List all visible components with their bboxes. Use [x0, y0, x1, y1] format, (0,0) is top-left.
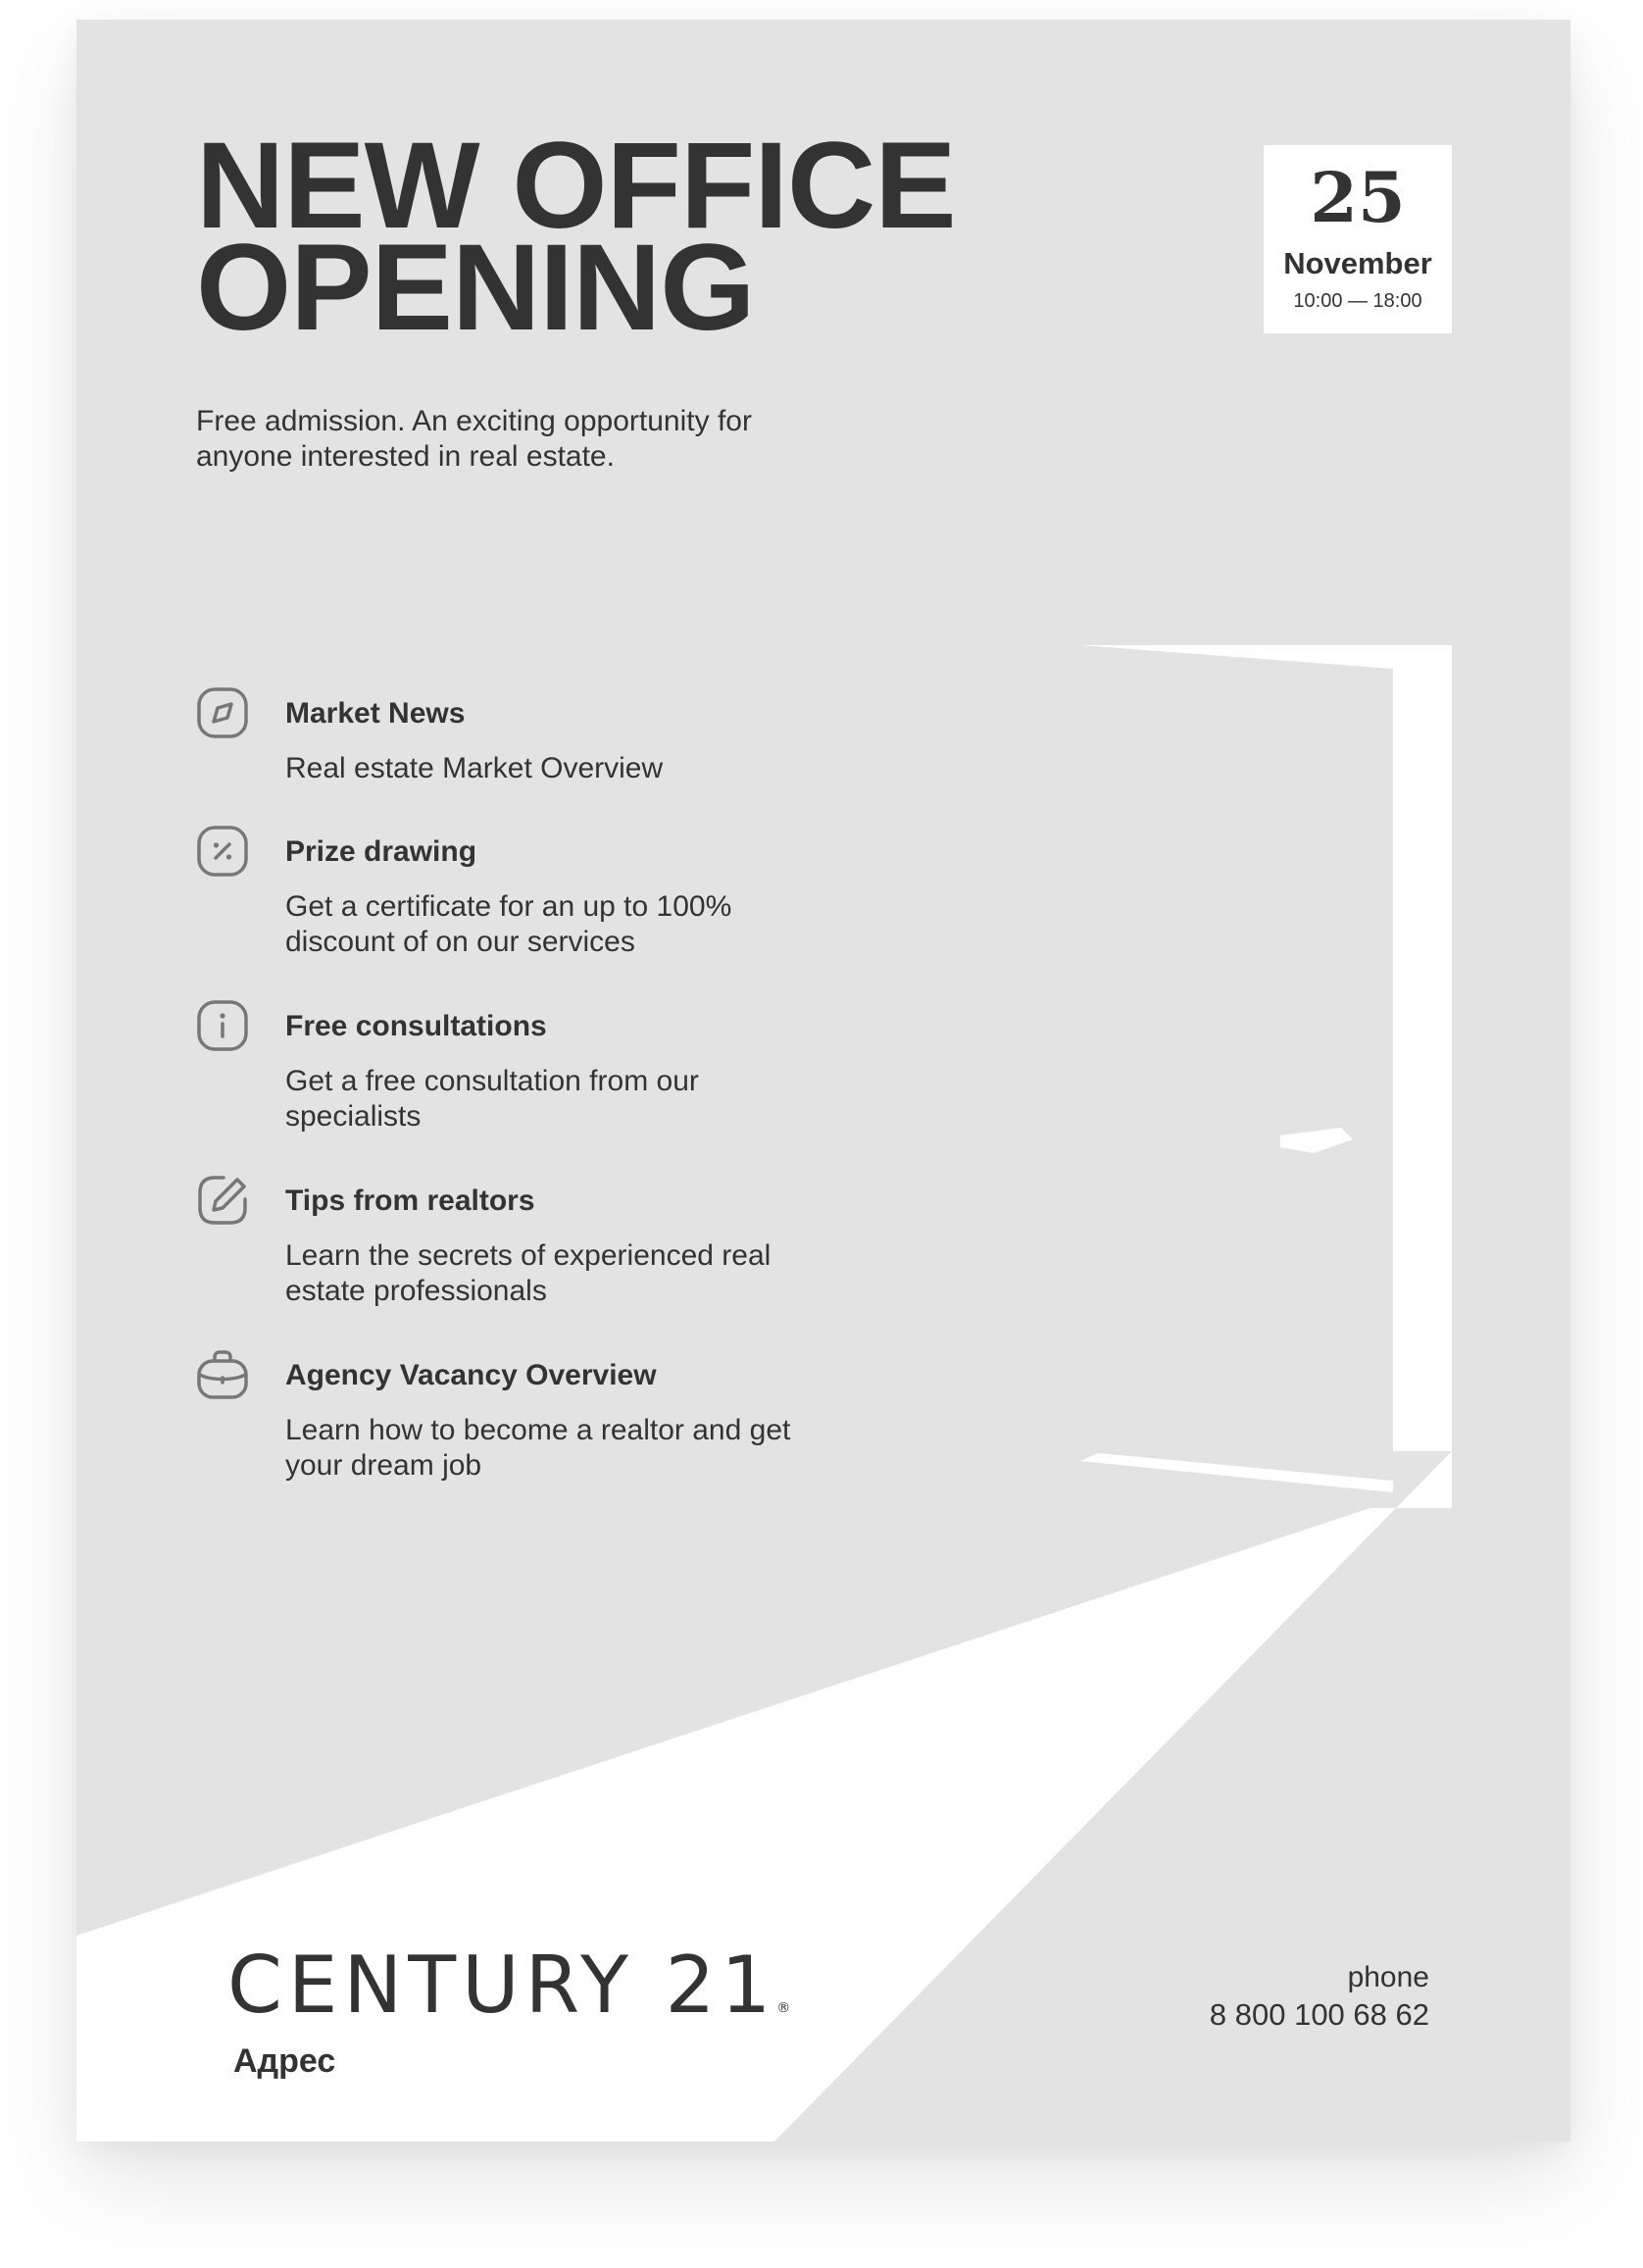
- compass-icon: [196, 686, 249, 739]
- feature-title: Prize drawing: [285, 835, 477, 868]
- brand-name: CENTURY 21: [227, 1940, 777, 2031]
- title-line-2: OPENING: [196, 220, 755, 356]
- feature-title: Free consultations: [285, 1010, 547, 1042]
- poster: [76, 20, 1570, 2142]
- door-frame: [1080, 645, 1452, 1451]
- door-handle: [1280, 1128, 1353, 1153]
- feature-description: Real estate Market Overview: [285, 752, 664, 784]
- phone-number: 8 800 100 68 62: [1209, 1997, 1429, 2032]
- feature-description: Learn the secrets of experienced real estate professionals: [285, 1239, 772, 1307]
- intro-text: Free admission. An exciting opportunity for anyone interested in real estate.: [196, 405, 752, 473]
- brand-logo: [227, 1941, 790, 2052]
- phone-label: phone: [1347, 1961, 1429, 1993]
- title-line-1: NEW OFFICE: [196, 118, 956, 254]
- feature-description: Learn how to become a realtor and get your dream job: [285, 1414, 791, 1482]
- address: Адрес: [233, 2042, 336, 2080]
- page-title: [196, 118, 956, 356]
- event-time: 10:00 — 18:00: [1293, 290, 1422, 312]
- contact-block: [1210, 1959, 1429, 2034]
- event-month: November: [1283, 246, 1432, 280]
- date-card: [1264, 145, 1452, 333]
- feature-description: Get a certificate for an up to 100% discount of on our services: [285, 890, 732, 958]
- feature-description: Get a free consultation from our specialists: [285, 1065, 699, 1133]
- feature-title: Market News: [285, 697, 466, 730]
- info-icon: [196, 999, 249, 1052]
- registered-mark: ®: [776, 2000, 791, 2016]
- door-threshold: [1080, 1453, 1393, 1492]
- feature-title: Tips from realtors: [285, 1184, 535, 1217]
- feature-title: Agency Vacancy Overview: [285, 1359, 657, 1391]
- percent-icon: [196, 825, 249, 878]
- pencil-icon: [196, 1174, 249, 1227]
- briefcase-icon: [196, 1348, 249, 1401]
- event-day: 25: [1310, 157, 1406, 238]
